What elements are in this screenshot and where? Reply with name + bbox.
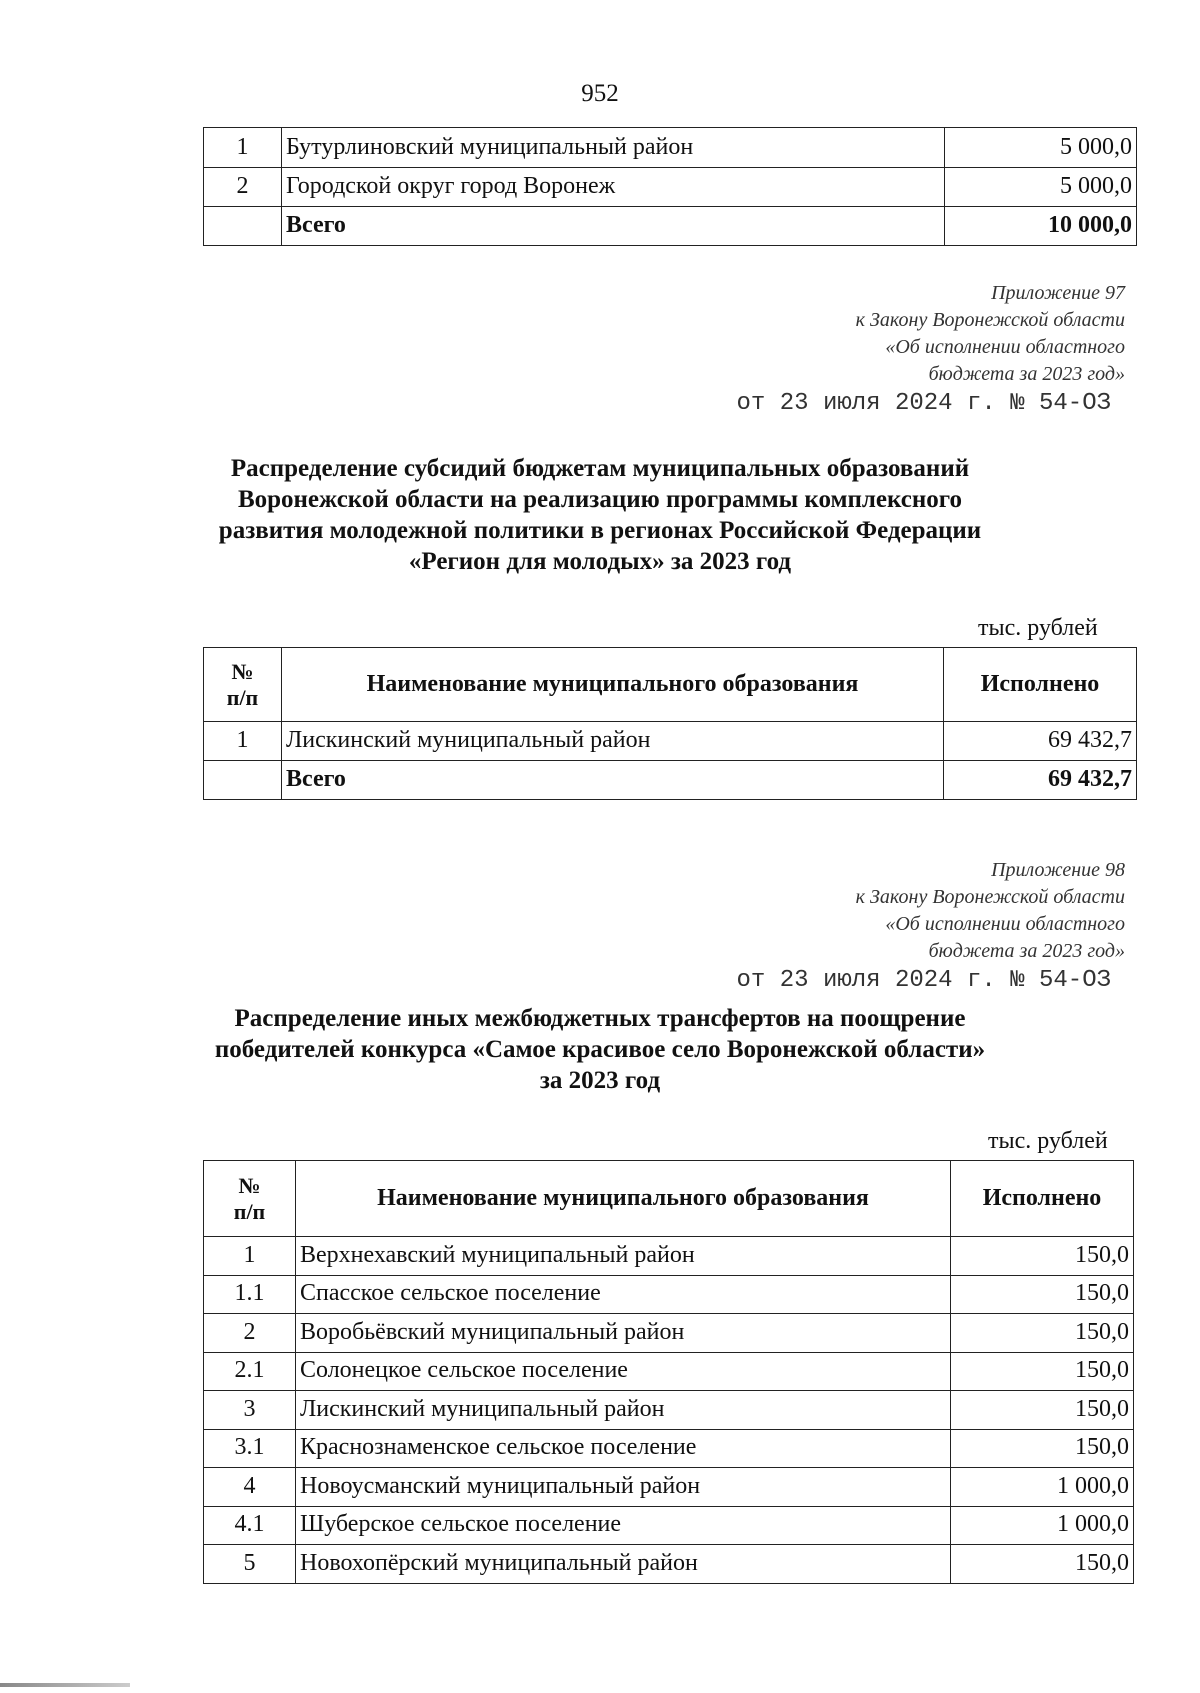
appendix-law-title-cont: бюджета за 2023 год» <box>928 940 1125 962</box>
table-row <box>204 1352 1134 1391</box>
heading-line: Распределение иных межбюджетных трансфертов на поощрение <box>234 1005 966 1032</box>
table-row <box>204 1429 1134 1468</box>
row-name: Новохопёрский муниципальный район <box>296 1545 951 1584</box>
row-name: Спасское сельское поселение <box>296 1275 951 1314</box>
row-name: Солонецкое сельское поселение <box>296 1352 951 1391</box>
row-value: 150,0 <box>951 1275 1134 1314</box>
row-name: Воробьёвский муниципальный район <box>296 1314 951 1353</box>
header-number-sign: № <box>231 659 254 685</box>
row-value: 5 000,0 <box>945 168 1137 207</box>
table-appendix-97 <box>203 647 1137 800</box>
row-name: Лискинский муниципальный район <box>296 1391 951 1430</box>
header-number <box>204 648 282 722</box>
row-name: Лискинский муниципальный район <box>282 722 944 761</box>
row-number <box>204 207 282 246</box>
appendix-dateline: от 23 июля 2024 г. № 54-ОЗ <box>736 390 1111 417</box>
row-number: 1 <box>204 1237 296 1276</box>
header-number <box>204 1161 296 1237</box>
table-row <box>204 722 1137 761</box>
row-value: 1 000,0 <box>951 1506 1134 1545</box>
row-value: 150,0 <box>951 1352 1134 1391</box>
heading-line: развития молодежной политики в регионах Российской Федерации <box>218 517 982 544</box>
appendix-law: к Закону Воронежской области <box>855 886 1125 908</box>
table-row <box>204 1391 1134 1430</box>
table-appendix-98 <box>203 1160 1134 1584</box>
row-value: 150,0 <box>951 1237 1134 1276</box>
row-number: 4.1 <box>204 1506 296 1545</box>
header-name: Наименование муниципального образования <box>296 1161 951 1237</box>
appendix-law: к Закону Воронежской области <box>855 309 1125 331</box>
row-value: 150,0 <box>951 1545 1134 1584</box>
row-name: Шуберское сельское поселение <box>296 1506 951 1545</box>
row-number <box>204 761 282 800</box>
table-row <box>204 1506 1134 1545</box>
appendix-law-title: «Об исполнении областного <box>885 336 1125 358</box>
table-row <box>204 1468 1134 1507</box>
table-header-row <box>204 1161 1134 1237</box>
heading-line: Распределение субсидий бюджетам муниципальных образований <box>230 455 970 482</box>
header-number-sign: № <box>238 1173 261 1199</box>
page-number: 952 <box>581 80 619 107</box>
total-label: Всего <box>282 207 945 246</box>
heading-line: Воронежской области на реализацию программы комплексного <box>237 486 963 513</box>
appendix-97-header <box>737 280 1125 417</box>
row-value: 69 432,7 <box>944 722 1137 761</box>
row-value: 150,0 <box>951 1391 1134 1430</box>
row-value: 150,0 <box>951 1429 1134 1468</box>
table-row <box>204 1545 1134 1584</box>
row-value: 1 000,0 <box>951 1468 1134 1507</box>
units-label: тыс. рублей <box>978 615 1098 641</box>
row-number: 3.1 <box>204 1429 296 1468</box>
appendix-law-title-cont: бюджета за 2023 год» <box>928 363 1125 385</box>
row-number: 5 <box>204 1545 296 1584</box>
row-value: 150,0 <box>951 1314 1134 1353</box>
header-value: Исполнено <box>944 648 1137 722</box>
header-name: Наименование муниципального образования <box>282 648 944 722</box>
row-name: Верхнехавский муниципальный район <box>296 1237 951 1276</box>
table-header-row <box>204 648 1137 722</box>
row-number: 2 <box>204 1314 296 1353</box>
row-number: 2 <box>204 168 282 207</box>
row-name: Новоусманский муниципальный район <box>296 1468 951 1507</box>
row-number: 1.1 <box>204 1275 296 1314</box>
row-number: 4 <box>204 1468 296 1507</box>
table-row <box>204 1314 1134 1353</box>
table-row <box>204 1275 1134 1314</box>
table-row <box>204 1237 1134 1276</box>
header-number-pp: п/п <box>226 684 259 710</box>
table-row <box>204 128 1137 168</box>
heading-line: победителей конкурса «Самое красивое село Воронежской области» <box>214 1036 986 1063</box>
appendix-98-header <box>737 857 1125 994</box>
table-row <box>204 168 1137 207</box>
total-row <box>204 207 1137 246</box>
row-value: 5 000,0 <box>945 128 1137 168</box>
appendix-title: Приложение 98 <box>991 859 1125 881</box>
units-label: тыс. рублей <box>988 1128 1108 1154</box>
header-value: Исполнено <box>951 1161 1134 1237</box>
appendix-law-title: «Об исполнении областного <box>885 913 1125 935</box>
total-row <box>204 761 1137 800</box>
total-label: Всего <box>282 761 944 800</box>
row-number: 2.1 <box>204 1352 296 1391</box>
table-continued <box>203 127 1137 246</box>
scan-edge-mark <box>0 1683 130 1687</box>
heading-line: «Регион для молодых» за 2023 год <box>408 548 792 575</box>
row-number: 3 <box>204 1391 296 1430</box>
section-heading-98 <box>0 1003 1200 1096</box>
row-number: 1 <box>204 128 282 168</box>
heading-line: за 2023 год <box>539 1067 661 1094</box>
section-heading-97 <box>0 453 1200 577</box>
appendix-dateline: от 23 июля 2024 г. № 54-ОЗ <box>736 967 1111 994</box>
row-name: Краснознаменское сельское поселение <box>296 1429 951 1468</box>
header-number-pp: п/п <box>233 1198 266 1224</box>
total-value: 10 000,0 <box>945 207 1137 246</box>
row-name: Городской округ город Воронеж <box>282 168 945 207</box>
appendix-title: Приложение 97 <box>991 282 1125 304</box>
row-number: 1 <box>204 722 282 761</box>
row-name: Бутурлиновский муниципальный район <box>282 128 945 168</box>
total-value: 69 432,7 <box>944 761 1137 800</box>
